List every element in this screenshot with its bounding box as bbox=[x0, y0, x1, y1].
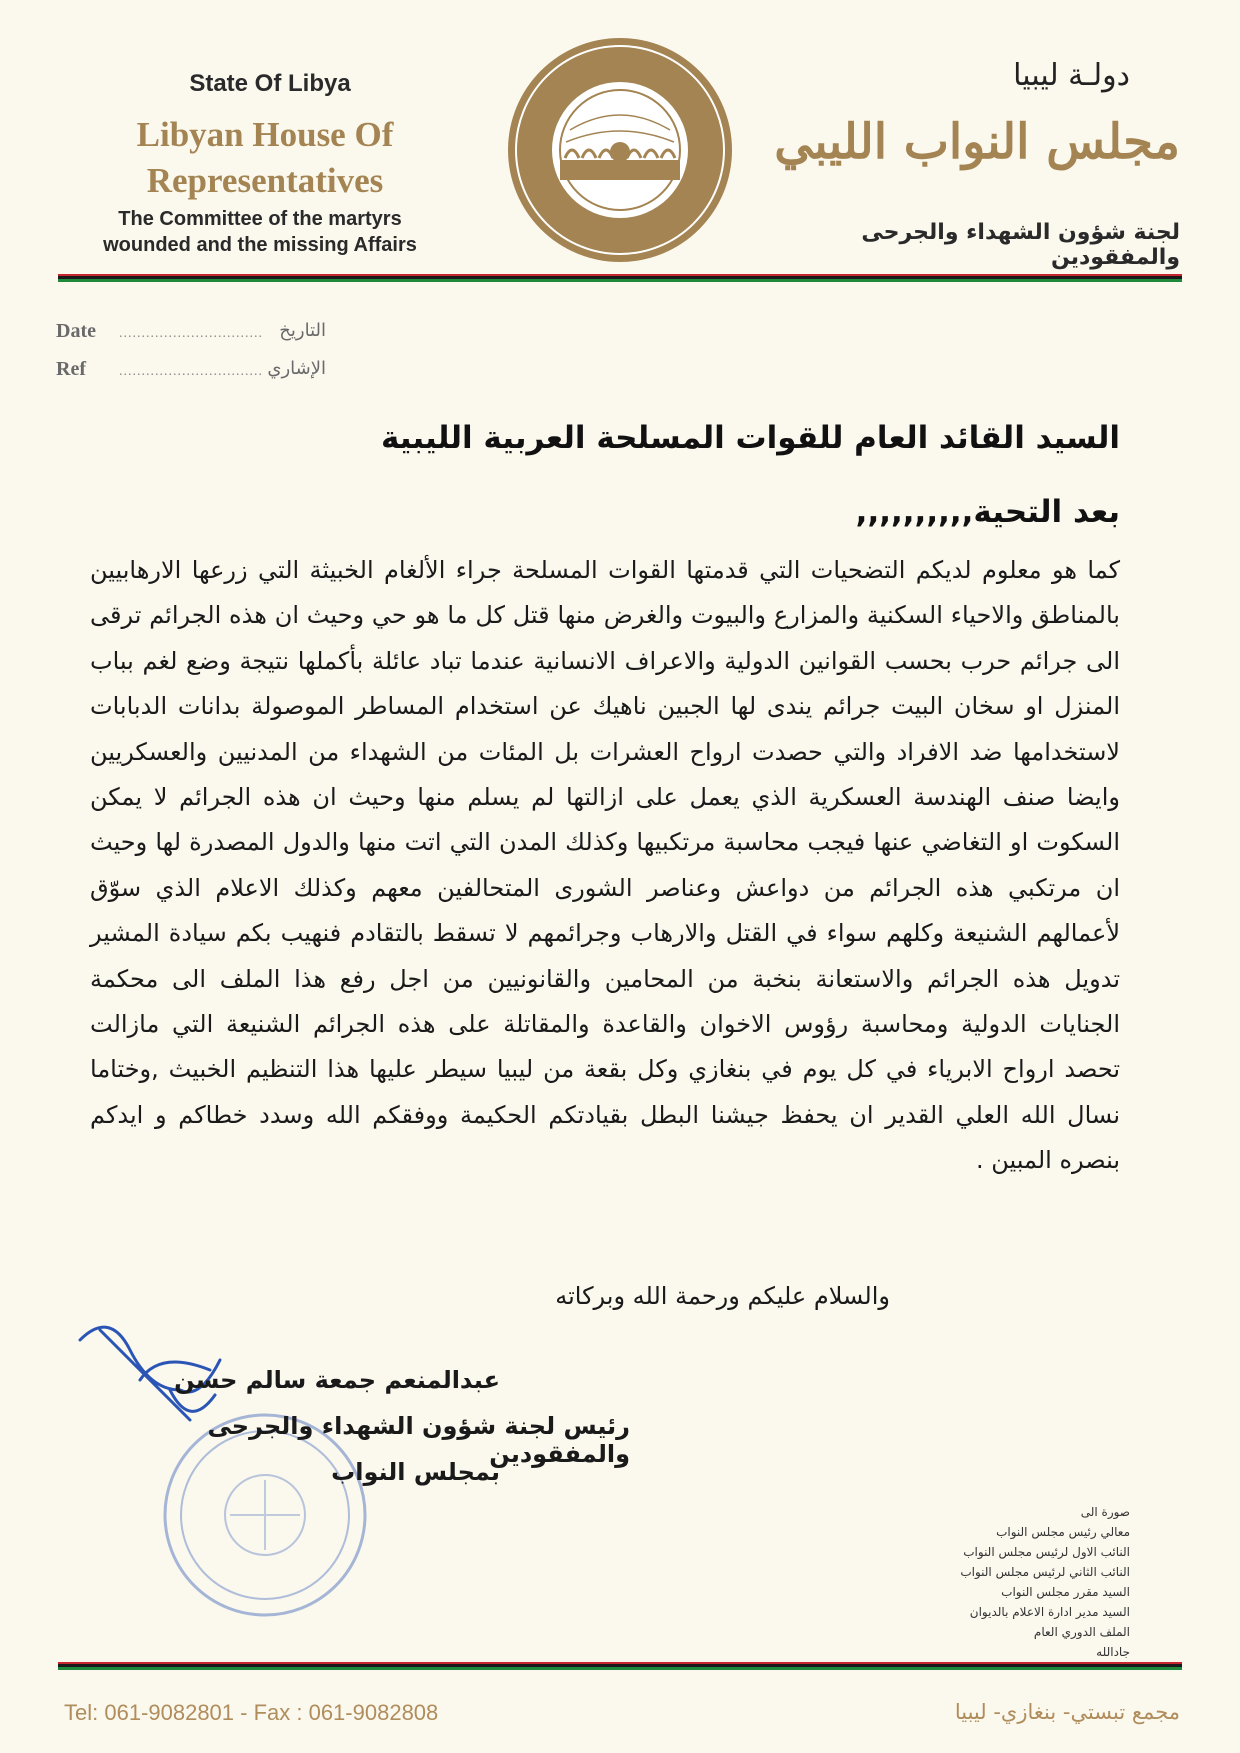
date-label: Date bbox=[56, 320, 96, 342]
en-committee-line1: The Committee of the martyrs bbox=[118, 208, 402, 230]
signatory-org: بمجلس النواب bbox=[331, 1458, 500, 1486]
cc-heading: صورة الى bbox=[1080, 1505, 1130, 1519]
cc-item: النائب الثاني لرئيس مجلس النواب bbox=[960, 1565, 1130, 1579]
cc-list bbox=[840, 1502, 1130, 1662]
en-committee-line2: wounded and the missing Affairs bbox=[103, 234, 417, 256]
cc-item: الملف الدوري العام bbox=[1033, 1625, 1130, 1639]
date-label-ar: التاريخ bbox=[279, 320, 326, 341]
signatory-name: عبدالمنعم جمعة سالم حسن bbox=[174, 1366, 500, 1394]
cc-item: معالي رئيس مجلس النواب bbox=[996, 1525, 1130, 1539]
ref-label: Ref bbox=[56, 358, 86, 380]
footer-flag-stripe bbox=[58, 1662, 1182, 1670]
en-house-name bbox=[80, 112, 450, 204]
letter-greeting: بعد التحية,,,,,,,,,, bbox=[855, 494, 1120, 530]
cc-item: السيد مقرر مجلس النواب bbox=[1001, 1585, 1130, 1599]
footer-phone-fax: Tel: 061-9082801 - Fax : 061-9082808 bbox=[64, 1700, 439, 1725]
date-row bbox=[56, 320, 326, 343]
ref-row bbox=[56, 358, 326, 381]
cc-item: جادالله bbox=[1096, 1645, 1130, 1659]
en-state-name: State Of Libya bbox=[189, 70, 351, 97]
ref-dots: ................................ bbox=[119, 364, 263, 379]
parliament-emblem-logo bbox=[500, 30, 740, 270]
cc-item: النائب الاول لرئيس مجلس النواب bbox=[963, 1545, 1130, 1559]
en-house-line1: Libyan House Of bbox=[136, 115, 394, 154]
date-dots: ................................ bbox=[119, 326, 263, 341]
letter-body: كما هو معلوم لديكم التضحيات التي قدمتها القوات المسلحة جراء الألغام الخبيثة التي زرعها الارهابيين بالمناطق والاحياء السكنية والمزارع والبيوت والغرض منها قتل كل ما هو حي وحيث ان هذه الجرائم ترقى الى جرائم حرب بحسب القوانين الدولية والاعراف الانسانية عندما تباد عائلة بأكملها نتيجة وضع لغم بباب المنزل او سخان البيت جرائم يندى لها الجبين ناهيك عن استخدام المساطر الموصولة بدانات الدبابات لاستخدامها ضد الافراد والتي حصدت ارواح العشرات بل المئات من الشهداء من المدنيين والعسكريين وايضا صنف الهندسة العسكرية الذي يعمل على ازالتها لم يسلم منها وحيث ان هذه الجرائم لا يمكن السكوت او التغاضي عنها فيجب محاسبة مرتكبيها وكذلك المدن التي اتت منها والدول المصدرة لها وحيث ان مرتكبي هذه الجرائم من دواعش وعناصر الشورى المتحالفين معهم وكذلك الاعلام الذي سوّق لأعمالهم الشنيعة وكلهم سواء في القتل والارهاب وجرائمهم لا تسقط بالتقادم فنهيب بكم سيادة المشير تدويل هذه الجرائم والاستعانة بنخبة من المحامين والقانونيين من اجل رفع هذا الملف الى محكمة الجنايات الدولية ومحاسبة رؤوس الاخوان والقاعدة والمقاتلة على هذه الجرائم الشنيعة التي مازالت تحصد ارواح الابرياء في كل يوم في بنغازي وكل بقعة من ليبيا سيطر عليها هذا التنظيم الخبيث ,وختاما نسال الله العلي القدير ان يحفظ جيشنا البطل بقيادتكم الحكيمة ووفقكم الله وسدد خطاكم و ايدكم بنصره المبين . bbox=[90, 556, 1120, 1175]
signatory-title: رئيس لجنة شؤون الشهداء والجرحى والمفقودين bbox=[207, 1412, 630, 1468]
en-committee-name bbox=[60, 206, 460, 258]
letter-recipient: السيد القائد العام للقوات المسلحة العربية الليبية bbox=[380, 420, 1120, 456]
cc-item: السيد مدير ادارة الاعلام بالديوان bbox=[969, 1605, 1130, 1619]
header-flag-stripe bbox=[58, 274, 1182, 282]
ref-label-ar: الإشاري bbox=[267, 358, 326, 379]
letter-closing: والسلام عليكم ورحمة الله وبركاته bbox=[555, 1282, 890, 1310]
en-house-line2: Representatives bbox=[146, 161, 384, 200]
ar-house-name: مجلس النواب الليبي bbox=[774, 114, 1180, 170]
ar-state-name: دولـة ليبيا bbox=[1013, 58, 1130, 93]
ar-committee-name: لجنة شؤون الشهداء والجرحى والمفقودين bbox=[861, 220, 1180, 270]
footer-address: مجمع تبستي- بنغازي- ليبيا bbox=[954, 1700, 1180, 1724]
